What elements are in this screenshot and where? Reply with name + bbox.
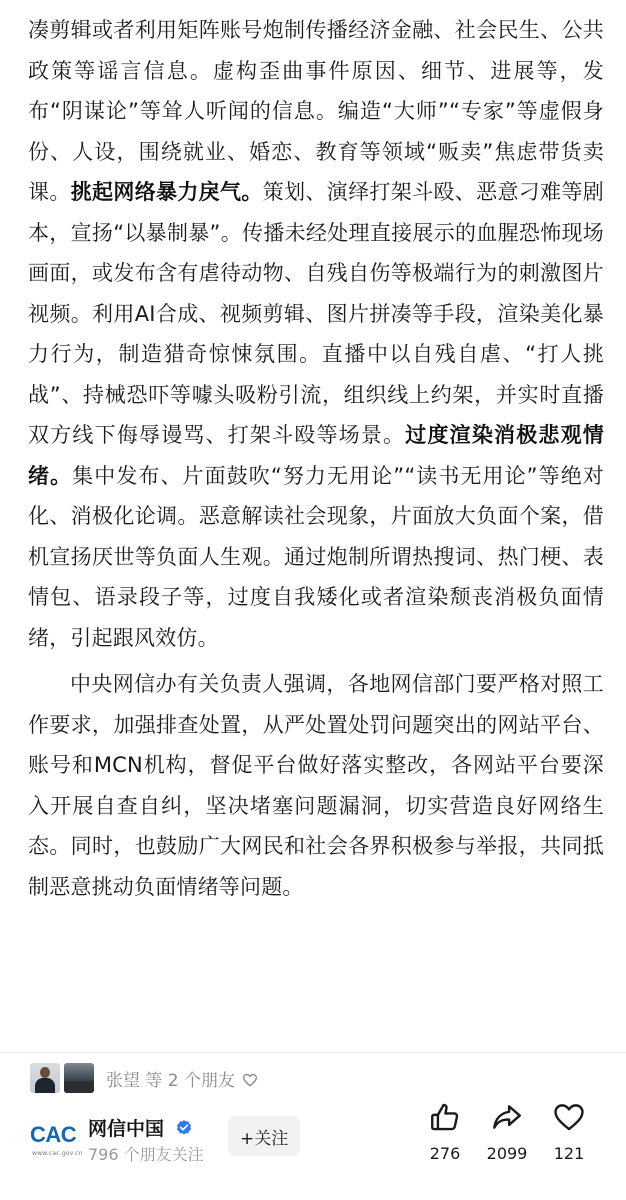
friends-count-text: 等 2 个朋友 <box>145 1070 236 1091</box>
share-count: 2099 <box>486 1144 528 1163</box>
article-paragraph-2: 中央网信办有关负责人强调，各地网信部门要严格对照工作要求，加强排查处置，从严处置处罚问题突出的网站平台、账号和MCN机构，督促平台做好落实整改，各网站平台要深入开展自查自纠，坚决堵塞问题漏洞，切实营造良好网络生态。同时，也鼓励广大网民和社会各界积极参与举报，共同抵制恶意挑动负面情绪等问题。 <box>28 672 604 899</box>
account-logo[interactable] <box>30 1120 88 1166</box>
friends-liked-row[interactable] <box>30 1062 258 1094</box>
like-button[interactable] <box>415 1100 475 1163</box>
friend-name: 张望 <box>106 1070 140 1091</box>
heart-outline-icon <box>242 1072 258 1088</box>
follow-button[interactable]: +关注 <box>228 1116 300 1156</box>
article-paragraph-1 <box>28 10 604 658</box>
paragraph-text: 集中发布、片面鼓吹“努力无用论”“读书无用论”等绝对化、消极化论调。恶意解读社会现象，片面放大负面个案，借机宣扬厌世等负面人生观。通过炮制所谓热搜词、热门梗、表情包、语录段子等，过度自我矮化或者渲染颓丧消极负面情绪，引起跟风效仿。 <box>28 463 605 650</box>
verified-badge-icon <box>175 1119 193 1137</box>
account-name-text: 网信中国 <box>88 1118 165 1140</box>
logo-text: CAC <box>30 1122 77 1147</box>
share-arrow-icon <box>490 1100 524 1134</box>
account-name[interactable] <box>88 1114 193 1141</box>
thumbs-up-icon <box>428 1100 462 1134</box>
account-followers: 796 个朋友关注 <box>88 1145 204 1164</box>
paragraph-text: 凑剪辑或者利用矩阵账号炮制传播经济金融、社会民生、公共政策等谣言信息。虚构歪曲事件原因、细节、进展等，发布“阴谋论”等耸人听闻的信息。编造“大师”“专家”等虚假身份、人设，围绕就业、婚恋、教育等领域“贩卖”焦虑带货卖课。 <box>28 18 604 204</box>
friends-liked-text <box>106 1066 258 1091</box>
share-button[interactable] <box>477 1100 537 1163</box>
friend-avatar[interactable] <box>64 1063 94 1093</box>
action-bar <box>415 1100 600 1170</box>
paragraph-text: 策划、演绎打架斗殴、恶意刁难等剧本，宣扬“以暴制暴”。传播未经处理直接展示的血腥恐怖现场画面，或发布含有虐待动物、自残自伤等极端行为的刺激图片视频。利用AI合成、视频剪辑、图片拼凑等手段，渲染美化暴力行为，制造猎奇惊悚氛围。直播中以自残自虐、“打人挑战”、持械恐吓等噱头吸粉引流，组织线上约架，并实时直播双方线下侮辱谩骂、打架斗殴等场景。 <box>28 180 604 447</box>
like-count: 276 <box>429 1144 461 1163</box>
bold-heading-text: 挑起网络暴力戾气。 <box>70 180 263 204</box>
heart-count: 121 <box>553 1144 585 1163</box>
friend-avatar[interactable] <box>30 1063 60 1093</box>
article-body <box>28 10 604 907</box>
heart-button[interactable] <box>539 1100 599 1163</box>
divider <box>0 1052 626 1053</box>
logo-url: www.cac.gov.cn <box>32 1150 83 1157</box>
bold-heading-text: 过度渲染消极悲观情绪。 <box>28 423 604 488</box>
heart-icon <box>552 1100 586 1134</box>
